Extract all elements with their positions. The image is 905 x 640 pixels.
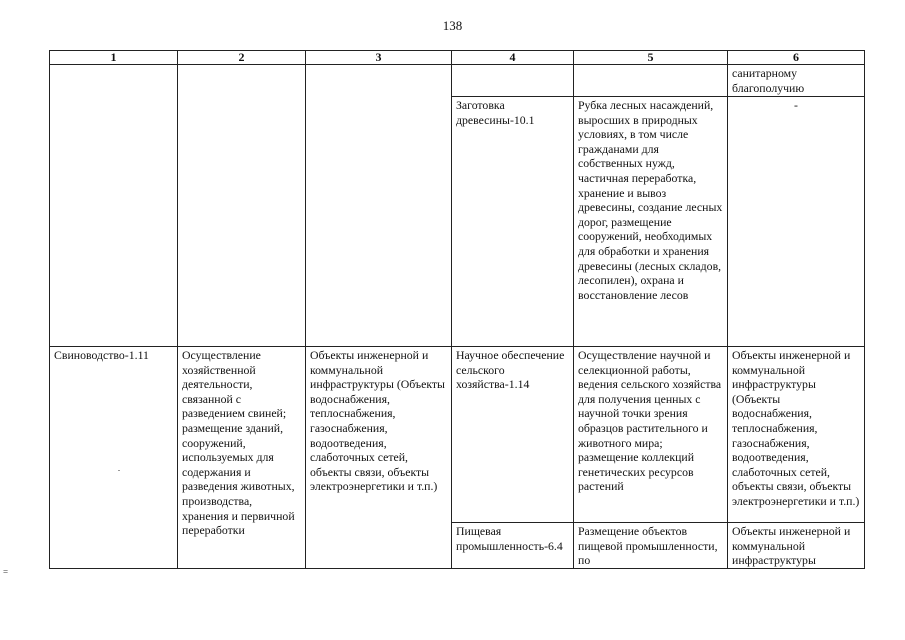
cell-description: Рубка лесных насаждений, выросших в природных условиях, в том числе гражданами для собственных нужд, частичная переработка, хранение и вывоз древесины, создание лесных дорог, размещение сооружений, необходимых для обработки и хранения древесины (лесных складов, лесопилен), охрана и восстановление лесов [574, 97, 728, 347]
cell-infrastructure: Объекты инженерной и коммунальной инфраструктуры [728, 523, 865, 569]
header-col-1: 1 [50, 51, 178, 65]
cell-description: Осуществление хозяйственной деятельности, связанной с разведением свиней; размещение зданий, сооружений, используемых для содержания и разведения животных, производства, хранения и первичной переработки [178, 347, 306, 569]
cell-dash: - [728, 97, 865, 347]
cell-empty [574, 65, 728, 97]
table-header-row [50, 51, 865, 65]
cell-infrastructure: Объекты инженерной и коммунальной инфраструктуры (Объекты водоснабжения, теплоснабжения, газоснабжения, водоотведения, слаботочных сетей, объекты связи, объекты электроэнергетики и т.п.) [728, 347, 865, 523]
cell-empty [306, 65, 452, 347]
table-row [50, 347, 865, 523]
cell-empty [50, 65, 178, 347]
header-col-3: 3 [306, 51, 452, 65]
cell-use-type: Пищевая промышленность-6.4 [452, 523, 574, 569]
cell-description: Размещение объектов пищевой промышленности, по [574, 523, 728, 569]
cell-description: Осуществление научной и селекционной работы, ведения сельского хозяйства для получения ценных с научной точки зрения образцов растительного и животного мира; размещение коллекций генетических ресурсов растений [574, 347, 728, 523]
edge-mark: = [3, 567, 9, 577]
cell-infrastructure: Объекты инженерной и коммунальной инфраструктуры (Объекты водоснабжения, теплоснабжения, газоснабжения, водоотведения, слаботочных сетей, объекты связи, объекты электроэнергетики и т.п.) [306, 347, 452, 569]
header-col-5: 5 [574, 51, 728, 65]
cell-empty [452, 65, 574, 97]
cell-use-type: Научное обеспечение сельского хозяйства-1.14 [452, 347, 574, 523]
zoning-table [49, 50, 865, 569]
table-row [50, 65, 865, 97]
page-number: 138 [442, 18, 463, 33]
cell-continuation-text: санитарному благополучию [728, 65, 865, 97]
scan-speck [118, 470, 120, 471]
header-col-4: 4 [452, 51, 574, 65]
cell-use-type: Свиноводство-1.11 [50, 347, 178, 569]
cell-empty [178, 65, 306, 347]
header-col-2: 2 [178, 51, 306, 65]
header-col-6: 6 [728, 51, 865, 65]
cell-use-type: Заготовка древесины-10.1 [452, 97, 574, 347]
